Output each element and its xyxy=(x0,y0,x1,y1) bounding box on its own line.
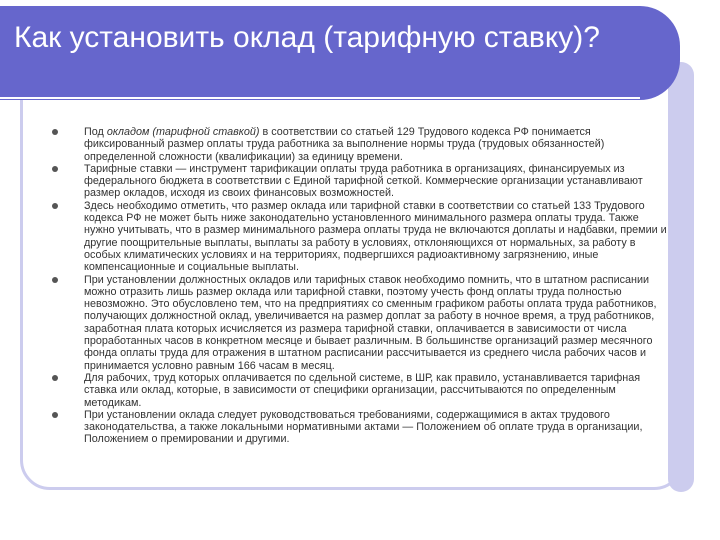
bullet-text-6: При установлении оклада следует руководствоваться требованиями, содержащимися в актах трудового законодательства, а также локальными нормативными актами — Положением об оплате труда в организации, Положением о премировании и другими. xyxy=(84,408,643,446)
bullet-text-4: При установлении должностных окладов или тарифных ставок необходимо помнить, что в штатном расписании можно отразить лишь размер оклада или тарифной ставки, поэтому учесть фонд оплаты труда полностью невозможно. Это обусловлено тем, что на предприятиях со сменным графиком работы оплата труда работников, получающих должностной оклад, увеличивается на размер доплат за работу в ночное время, а труд работников, заработная плата которых исчисляется из размера тарифной ставки, оплачивается в зависимости от числа проработанных часов в конкретном месяце и бывает различным. В большинстве организаций размер месячного фонда оплаты труда для отражения в штатном расписании рассчитывается из среднего числа рабочих часов и принимается условно равным 166 часам в месяц. xyxy=(84,273,657,372)
slide-title: Как установить оклад (тарифную ставку)? xyxy=(14,21,600,54)
bullet-list xyxy=(48,126,668,446)
bullet-text-5: Для рабочих, труд которых оплачивается по сдельной системе, в ШР, как правило, устанавливается тарифная ставка или оклад, которые, в зависимости от специфики организации, рассчитываются по определенным методикам. xyxy=(84,371,641,409)
bullet-text-1 xyxy=(84,126,668,163)
bullet-item-2 xyxy=(48,163,668,200)
bullet-text-3: Здесь необходимо отметить, что размер оклада или тарифной ставки в соответствии со статьей 133 Трудового кодекса РФ не может быть ниже законодательно установленного минимального размера оплаты труда. Также нужно учитывать, что в размер минимального размера оплаты труда не включаются доплаты и надбавки, премии и другие поощрительные выплаты, выплаты за работу в условиях, отклоняющихся от нормальных, за работу в особых климатических условиях и на территориях, подвергшихся радиоактивному загрязнению, иные компенсационные и социальные выплаты. xyxy=(84,199,667,274)
bullet-text-1-italic: окладом (тарифной ставкой) xyxy=(106,126,260,138)
bullet-text-1-pre: Под xyxy=(84,126,107,138)
bullet-icon xyxy=(52,129,58,135)
bullet-icon xyxy=(52,375,58,381)
title-underline xyxy=(0,97,640,99)
bullet-item-3 xyxy=(48,200,668,274)
bullet-icon xyxy=(52,412,58,418)
bullet-icon xyxy=(52,277,58,283)
bullet-item-1 xyxy=(48,126,668,163)
bullet-item-4 xyxy=(48,274,668,372)
bullet-text-1-post: в соответствии со статьей 129 Трудового кодекса РФ понимается фиксированный размер оплаты труда работника за выполнение нормы труда (трудовых обязанностей) определенной сложности (квалификации) за единицу времени. xyxy=(84,126,605,163)
bullet-icon xyxy=(52,203,58,209)
bullet-text-2: Тарифные ставки — инструмент тарификации оплаты труда работника в организациях, финансируемых из федерального бюджета в соответствии с Единой тарифной сеткой. Коммерческие организации устанавливают размер окладов, исходя из своих финансовых возможностей. xyxy=(84,162,643,200)
bullet-icon xyxy=(52,166,58,172)
title-bar xyxy=(0,6,680,100)
bullet-item-5 xyxy=(48,372,668,409)
bullet-item-6 xyxy=(48,409,668,446)
